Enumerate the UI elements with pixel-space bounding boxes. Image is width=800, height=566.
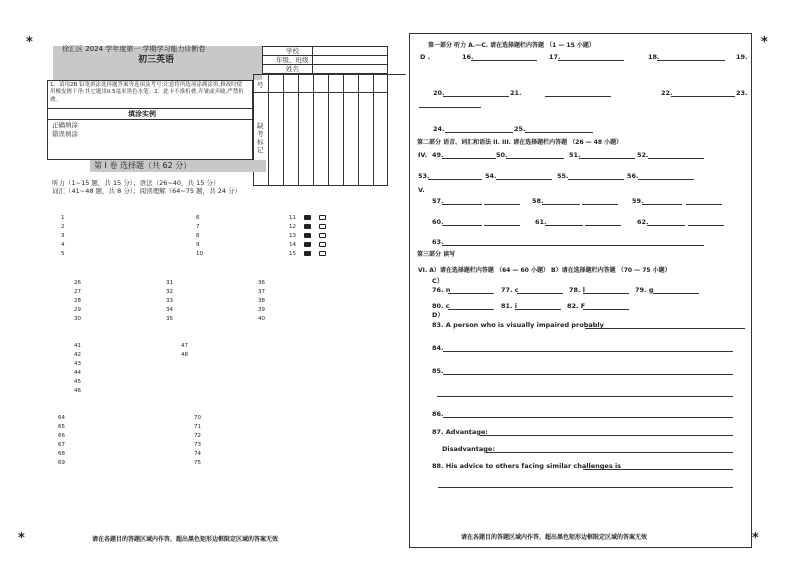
q50-answer-line[interactable] — [506, 158, 564, 159]
question-number: 31 — [166, 280, 173, 286]
question-number: 12 — [289, 224, 296, 230]
answer-bubble-empty[interactable] — [319, 251, 326, 256]
question-number: 42 — [74, 352, 81, 358]
q24-answer-line[interactable] — [445, 132, 513, 133]
q54-label: 54. — [485, 172, 497, 180]
grade-label: 年级、班级 — [276, 56, 309, 64]
question-number: 39 — [258, 307, 265, 313]
q20-answer-line[interactable] — [443, 96, 509, 97]
q22-label: 22. — [661, 89, 673, 97]
question-number: 9 — [196, 242, 200, 248]
question-number: 37 — [258, 289, 265, 295]
question-number: 73 — [194, 442, 201, 448]
question-number: 1 — [61, 215, 65, 221]
q51-label: 51. — [569, 151, 581, 159]
question-number: 64 — [58, 415, 65, 421]
summary-line-1: 听力（1~15 题，共 15 分）；语法（26~40，共 15 分） — [52, 179, 220, 187]
question-number: 41 — [74, 343, 81, 349]
q80-label: 80. c — [432, 302, 450, 310]
question-number: 40 — [258, 316, 265, 322]
correct-fill-label: 正确填涂 — [52, 121, 78, 129]
q60-answer-line-b[interactable] — [484, 225, 520, 226]
answer-bubble-empty[interactable] — [319, 233, 326, 238]
question-number: 29 — [74, 307, 81, 313]
summary-line-2: 词汇（41~48 题，共 8 分）；阅读理解（64~75 题，共 24 分） — [52, 187, 242, 195]
corner-mark-bottom-right: * — [752, 531, 759, 546]
question-number: 5 — [61, 251, 65, 257]
question-number: 13 — [289, 233, 296, 239]
q49-answer-line[interactable] — [442, 158, 496, 159]
q16-answer-line[interactable] — [471, 60, 537, 61]
q77-label: 77. c — [501, 286, 519, 294]
school-label: 学校 — [286, 47, 299, 55]
q52-label: 52. — [637, 151, 649, 159]
q81-label: 81. i — [501, 302, 518, 310]
q85-answer-line-2[interactable] — [437, 396, 733, 397]
question-number: 26 — [74, 280, 81, 286]
question-number: 75 — [194, 460, 201, 466]
q57-label: 57. — [432, 197, 444, 205]
answer-bubble-empty[interactable] — [319, 224, 326, 229]
q88-answer-line-2[interactable] — [438, 487, 733, 488]
q19-label: 19. — [736, 53, 748, 61]
q17-answer-line[interactable] — [558, 60, 624, 61]
question-number: 65 — [58, 424, 65, 430]
question-number: 32 — [166, 289, 173, 295]
q80-answer-line[interactable] — [448, 309, 494, 310]
q23-label: 23. — [736, 89, 748, 97]
q17-label: 17. — [549, 53, 561, 61]
question-number: 7 — [196, 224, 200, 230]
q59-label: 59. — [632, 197, 644, 205]
part1-title: 第一部分 听力 A.—C. 请在选择题栏内答题 （1 — 15 小题） — [428, 42, 595, 49]
iv-label: IV. — [418, 151, 428, 159]
question-number: 34 — [166, 307, 173, 313]
q56-label: 56. — [627, 172, 639, 180]
question-number: 72 — [194, 433, 201, 439]
q82-label: 82. F — [567, 302, 586, 310]
question-number: 2 — [61, 224, 65, 230]
q22-answer-line[interactable] — [671, 96, 735, 97]
q57-answer-line-a[interactable] — [442, 204, 482, 205]
q25-label: 25. — [514, 125, 526, 133]
section-title: 第 I 卷 选择题（共 62 分） — [94, 161, 192, 170]
question-number: 71 — [194, 424, 201, 430]
q87-disadvantage-label: Disadvantage: — [442, 445, 495, 453]
question-number: 28 — [74, 298, 81, 304]
answer-bubble-empty[interactable] — [319, 242, 326, 247]
d-label: D . — [420, 53, 431, 61]
q84-answer-line[interactable] — [443, 351, 733, 352]
q79-answer-line[interactable] — [653, 293, 699, 294]
q62-answer-line-b[interactable] — [688, 225, 724, 226]
q83-label: 83. A person who is visually impaired probably — [432, 321, 604, 329]
q24-label: 24. — [433, 125, 445, 133]
q78-label: 78. l — [569, 286, 586, 294]
q50-label: 50. — [496, 151, 508, 159]
question-number: 30 — [74, 316, 81, 322]
question-number: 45 — [74, 379, 81, 385]
q53-label: 53. — [418, 172, 430, 180]
q81-answer-line[interactable] — [515, 309, 561, 310]
q58-answer-line-a[interactable] — [542, 204, 580, 205]
q25-answer-line[interactable] — [525, 132, 593, 133]
q53-answer-line[interactable] — [428, 179, 482, 180]
v-label: V. — [418, 186, 425, 194]
question-number: 38 — [258, 298, 265, 304]
q86-label: 86. — [432, 410, 444, 418]
question-number: 35 — [166, 316, 173, 322]
question-number: 48 — [181, 352, 188, 358]
question-number: 47 — [181, 343, 188, 349]
q61-answer-line-a[interactable] — [545, 225, 583, 226]
question-number: 8 — [196, 233, 200, 239]
question-number: 11 — [289, 215, 296, 221]
question-number: 74 — [194, 451, 201, 457]
q18-label: 18. — [648, 53, 660, 61]
subject-title: 初三英语 — [138, 55, 175, 65]
q60-label: 60. — [432, 218, 444, 226]
d2-label: D） — [432, 311, 444, 319]
question-number: 44 — [74, 370, 81, 376]
question-number: 6 — [196, 215, 200, 221]
answer-bubble-filled[interactable] — [304, 224, 311, 229]
question-number: 67 — [58, 442, 65, 448]
q63-label: 63. — [432, 238, 444, 246]
q59-answer-line-a[interactable] — [642, 204, 682, 205]
q62-label: 62. — [637, 218, 649, 226]
question-number: 27 — [74, 289, 81, 295]
q21-label: 21. — [510, 89, 522, 97]
q16-label: 16. — [462, 53, 474, 61]
q59-answer-line-b[interactable] — [686, 204, 722, 205]
question-number: 3 — [61, 233, 65, 239]
exam-number-grid — [253, 74, 388, 186]
q88-label: 88. His advice to others facing similar challenges is — [432, 462, 622, 470]
question-number: 66 — [58, 433, 65, 439]
q55-answer-line[interactable] — [568, 179, 624, 180]
q86-answer-line[interactable] — [443, 417, 733, 418]
answer-bubble-filled[interactable] — [304, 233, 311, 238]
q87-advantage-label: 87. Advantage: — [432, 428, 488, 436]
part2-title: 第二部分 语音、词汇和语法 II. III. 请在选择题栏内答题 （26 — 48 小题） — [417, 139, 623, 146]
q61-answer-line-b[interactable] — [585, 225, 621, 226]
question-number: 68 — [58, 451, 65, 457]
corner-mark-bottom-left: * — [18, 531, 25, 546]
corner-mark-top-right: * — [761, 35, 768, 50]
answer-bubble-filled[interactable] — [304, 251, 311, 256]
corner-mark-top-left: * — [26, 35, 33, 50]
question-number: 46 — [74, 388, 81, 394]
left-footer: 请在各题目的答题区域内作答，超出黑色矩形边框限定区域的答案无效 — [92, 536, 279, 543]
q60-answer-line-a[interactable] — [442, 225, 482, 226]
q76-label: 76. n — [432, 286, 451, 294]
q52-answer-line[interactable] — [648, 158, 704, 159]
question-number: 33 — [166, 298, 173, 304]
q84-label: 84. — [432, 344, 444, 352]
question-number: 15 — [289, 251, 296, 257]
q61-label: 61. — [535, 218, 547, 226]
question-number: 10 — [196, 251, 203, 257]
q78-answer-line[interactable] — [583, 293, 629, 294]
q83-answer-line[interactable] — [585, 328, 745, 329]
q20-label: 20. — [433, 89, 445, 97]
right-footer: 请在各题目的答题区域内作答，超出黑色矩形边框限定区域的答案无效 — [461, 534, 648, 541]
c-label: C） — [432, 277, 444, 285]
question-number: 70 — [194, 415, 201, 421]
q63-answer-line[interactable] — [442, 245, 704, 246]
q51-answer-line[interactable] — [579, 158, 635, 159]
question-number: 36 — [258, 280, 265, 286]
q76-answer-line[interactable] — [448, 293, 494, 294]
answer-bubble-filled[interactable] — [304, 242, 311, 247]
q49-label: 49. — [432, 151, 444, 159]
q23-answer-line[interactable] — [419, 107, 481, 108]
exam-title: 徐汇区 2024 学年度第一 学期学习能力诊断卷 — [62, 45, 206, 53]
q57-answer-line-b[interactable] — [484, 204, 520, 205]
q87-advantage-line[interactable] — [480, 435, 733, 436]
answer-bubble-filled[interactable] — [304, 215, 311, 220]
q88-answer-line-1[interactable] — [583, 469, 733, 470]
q56-answer-line[interactable] — [638, 179, 694, 180]
q58-answer-line-b[interactable] — [582, 204, 618, 205]
q21-answer-line[interactable] — [545, 96, 611, 97]
question-number: 14 — [289, 242, 296, 248]
question-number: 69 — [58, 460, 65, 466]
question-number: 4 — [61, 242, 65, 248]
instructions-text: 1、请用2B 铅笔填涂选择题答案等选项及考号;注意将所选项涂满涂黑,修改时使用橡皮擦干净;其它题用0.5毫米黑色水笔。2、此卡不准折叠,弄皱或弄破,严禁折叠。 — [50, 82, 244, 103]
exam-number-label: 号 — [257, 81, 264, 89]
name-label: 姓名 — [286, 65, 299, 73]
q58-label: 58. — [532, 197, 544, 205]
q82-answer-line[interactable] — [583, 309, 629, 310]
q77-answer-line[interactable] — [517, 293, 563, 294]
q62-answer-line-a[interactable] — [647, 225, 685, 226]
wrong-fill-label: 错误填涂 — [52, 130, 78, 138]
q79-label: 79. g — [635, 286, 654, 294]
fill-example-title: 填涂实例 — [128, 110, 156, 118]
q87-disadvantage-line[interactable] — [486, 452, 733, 453]
q85-label: 85. — [432, 367, 444, 375]
q18-answer-line[interactable] — [657, 60, 725, 61]
q85-answer-line-1[interactable] — [443, 374, 733, 375]
vi-line: VI. A）请在选择题栏内答题 （64 — 60 小题） B）请在选择题栏内答题 （70 — 75 小题） — [418, 267, 671, 274]
part3-title: 第三部分 读写 — [417, 251, 456, 258]
q55-label: 55. — [557, 172, 569, 180]
answer-bubble-empty[interactable] — [319, 215, 326, 220]
question-number: 43 — [74, 361, 81, 367]
q54-answer-line[interactable] — [496, 179, 552, 180]
exam-mark-label: 缺考标记 — [257, 122, 264, 155]
